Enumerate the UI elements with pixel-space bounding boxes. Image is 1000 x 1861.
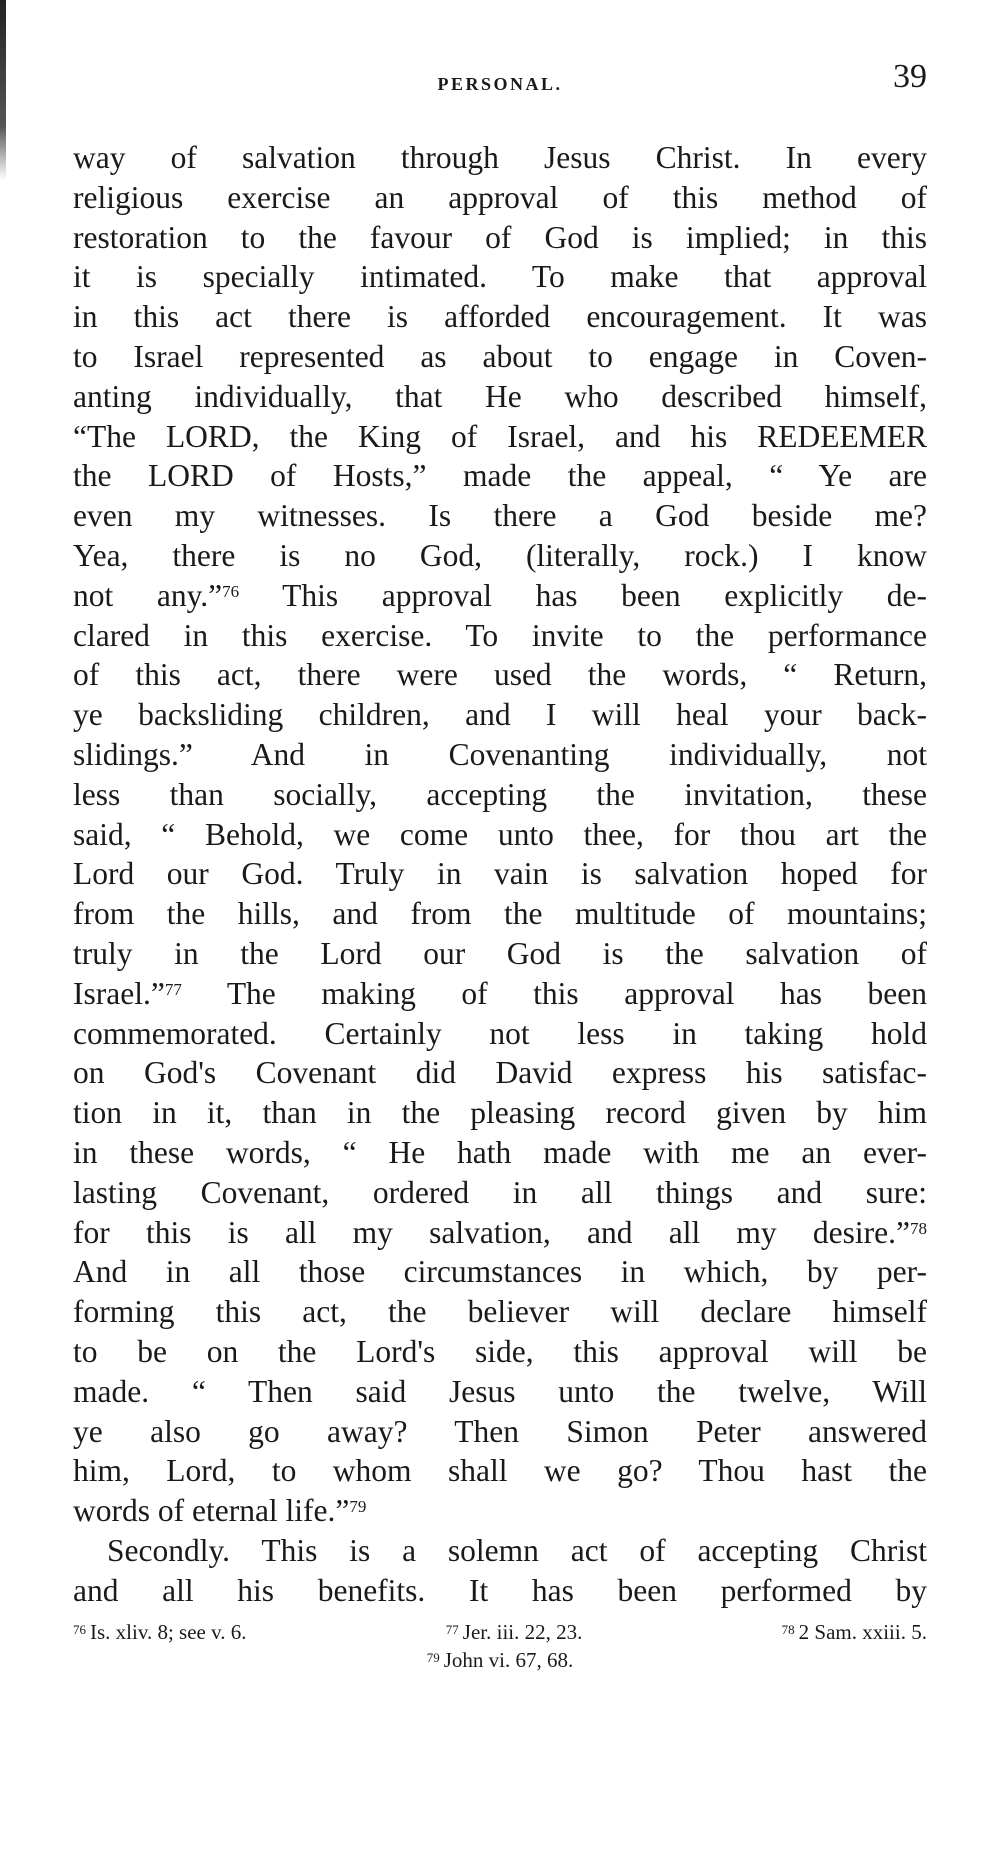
footnote-ref-78: 78	[910, 1218, 927, 1238]
text-line	[73, 974, 927, 1014]
footnote-78	[782, 1618, 927, 1646]
text-line: clared in this exercise. To invite to the performance	[73, 617, 927, 653]
text-line: way of salvation through Jesus Christ. In every	[73, 140, 927, 175]
text-line: from the hills, and from the multitude of mountains;	[73, 896, 927, 932]
text-line: it is specially intimated. To make that approval	[73, 259, 927, 295]
footnote-row	[73, 1618, 927, 1646]
book-page	[73, 58, 927, 1674]
running-head	[73, 58, 927, 108]
text-line: Lord our God. Truly in vain is salvation hoped for	[73, 856, 927, 892]
text-line: to Israel represented as about to engage in Coven-	[73, 338, 927, 374]
text-line: lasting Covenant, ordered in all things and sure:	[73, 1174, 927, 1210]
text-line: ye backsliding children, and I will heal your back-	[73, 697, 927, 733]
footnotes	[73, 1618, 927, 1674]
text-line: less than socially, accepting the invitation, these	[73, 776, 927, 812]
text-line: Yea, there is no God, (literally, rock.) I know	[73, 537, 927, 573]
text-line: Secondly. This is a solemn act of accepting Christ	[107, 1532, 927, 1568]
text-line: restoration to the favour of God is implied; in this	[73, 219, 927, 255]
text-segment: This approval has been explicitly de-	[282, 577, 927, 613]
text-line: “The LORD, the King of Israel, and his REDEEMER	[73, 418, 927, 454]
page-number: 39	[893, 58, 927, 95]
text-line: ye also go away? Then Simon Peter answered	[73, 1413, 927, 1449]
text-line: said, “ Behold, we come unto thee, for thou art the	[73, 816, 927, 852]
text-line: on God's Covenant did David express his satisfac-	[73, 1055, 927, 1091]
text-segment: for this is all my salvation, and all my desire.”	[73, 1214, 910, 1250]
text-line: religious exercise an approval of this method of	[73, 179, 927, 215]
footnote-number: 77	[445, 1622, 459, 1638]
text-line: of this act, there were used the words, “ Return,	[73, 657, 927, 693]
text-segment: The making of this approval has been	[226, 975, 927, 1011]
text-line: and all his benefits. It has been performed by	[73, 1572, 927, 1608]
text-line	[73, 576, 927, 616]
footnote-text: John vi. 67, 68.	[443, 1648, 574, 1673]
text-segment: Israel.”	[73, 975, 165, 1011]
text-line: tion in it, than in the pleasing record given by him	[73, 1095, 927, 1131]
footnote-ref-76: 76	[222, 581, 240, 601]
text-segment: words of eternal life.”	[73, 1493, 350, 1529]
text-line: commemorated. Certainly not less in taking hold	[73, 1015, 927, 1051]
text-line: forming this act, the believer will declare himself	[73, 1294, 927, 1330]
text-line	[73, 1491, 927, 1531]
text-line: even my witnesses. Is there a God beside me?	[73, 498, 927, 534]
spine-shadow	[0, 0, 6, 180]
body-text	[73, 138, 927, 1610]
footnote-text: Is. xliv. 8; see v. 6.	[90, 1620, 247, 1645]
text-line: truly in the Lord our God is the salvation of	[73, 935, 927, 971]
footnote-number: 79	[426, 1650, 440, 1666]
text-line: in these words, “ He hath made with me an ever-	[73, 1134, 927, 1170]
footnote-row	[73, 1646, 927, 1674]
footnote-79	[427, 1646, 574, 1674]
text-segment: not any.”	[73, 577, 223, 613]
paragraph-2	[73, 1531, 927, 1611]
text-line: anting individually, that He who described himself,	[73, 378, 927, 414]
footnote-text: Jer. iii. 22, 23.	[462, 1620, 583, 1645]
text-line: made. “ Then said Jesus unto the twelve, Will	[73, 1373, 927, 1409]
paragraph-1	[73, 138, 927, 1531]
text-line: slidings.” And in Covenanting individually, not	[73, 736, 927, 772]
footnote-ref-77: 77	[164, 979, 182, 999]
text-line: him, Lord, to whom shall we go? Thou hast the	[73, 1453, 927, 1489]
footnote-number: 78	[781, 1622, 795, 1638]
footnote-text: 2 Sam. xxiii. 5.	[798, 1620, 927, 1645]
text-line: to be on the Lord's side, this approval will be	[73, 1333, 927, 1369]
text-line: in this act there is afforded encouragement. It was	[73, 299, 927, 335]
text-line: the LORD of Hosts,” made the appeal, “ Ye are	[73, 458, 927, 494]
footnote-ref-79: 79	[349, 1497, 367, 1517]
running-title: PERSONAL.	[437, 74, 563, 94]
text-line	[73, 1213, 927, 1253]
footnote-number: 76	[73, 1622, 86, 1638]
footnote-76	[73, 1618, 247, 1646]
footnote-77	[446, 1618, 583, 1646]
text-line: And in all those circumstances in which, by per-	[73, 1254, 927, 1290]
